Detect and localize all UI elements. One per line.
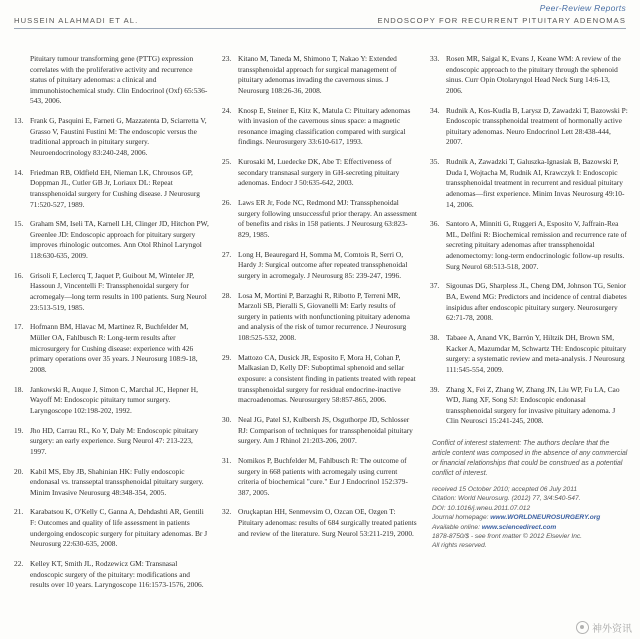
reference-item — [430, 281, 628, 323]
conflict-statement: Conflict of interest statement: The authors declare that the article content was composed in the absence of any commercial or financial relationships that could be construed as a potential conflict of interest. — [432, 439, 628, 477]
reference-number: 27. — [222, 249, 232, 259]
reference-number: 23. — [222, 54, 232, 63]
reference-column-1 — [14, 54, 210, 629]
rights: All rights reserved. — [432, 542, 487, 550]
reference-text: Mattozo CA, Dusick JR, Esposito F, Mora H, Cohan P, Malkasian D, Kelly DF: Suboptimal sphenoid and sellar exposure: a consistent finding in patients treated with repeat transsphenoidal surgery for residual endocrine-inactive macroadenomas. Neurosurgery 58:857-865, 2006. — [238, 352, 416, 405]
reference-number: 31. — [222, 455, 232, 465]
reference-number: 19. — [14, 425, 24, 435]
reference-item — [14, 385, 210, 417]
running-head-title: ENDOSCOPY FOR RECURRENT PITUITARY ADENOMAS — [377, 16, 626, 25]
reference-text: Rosen MR, Saigal K, Evans J, Keane WM: A review of the endoscopic approach to the pituitary through the sphenoid sinus. Curr Opin Otolaryngol Head Neck Surg 14:6-13, 2006. — [446, 54, 621, 95]
reference-number: 28. — [222, 290, 232, 300]
reference-item — [14, 559, 210, 591]
received-dates: received 15 October 2010; accepted 06 July 2011 — [432, 485, 578, 493]
reference-number: 15. — [14, 219, 24, 229]
reference-item — [14, 168, 210, 210]
reference-column-2 — [222, 54, 418, 629]
reference-item — [222, 198, 418, 240]
reference-item — [14, 116, 210, 158]
reference-number: 37. — [430, 281, 440, 291]
reference-column-3 — [430, 54, 628, 629]
reference-number: 30. — [222, 414, 232, 424]
online-label: Available online: — [432, 523, 482, 531]
reference-number: 34. — [430, 105, 440, 115]
reference-number: 38. — [430, 333, 440, 342]
reference-number: 22. — [14, 559, 24, 569]
reference-item — [14, 219, 210, 261]
reference-item — [14, 426, 210, 458]
reference-number: 36. — [430, 219, 440, 229]
reference-text: Kitano M, Taneda M, Shimono T, Nakao Y: Extended transsphenoidal approach for surgical management of pituitary adenomas invading the cavernous sinus. J Neurosurg 108:26-36, 2008. — [238, 54, 397, 95]
reference-item — [222, 157, 418, 189]
reference-item — [14, 507, 210, 549]
reference-number: 21. — [14, 507, 24, 517]
journal-homepage-link[interactable]: www.WORLDNEUROSURGERY.org — [490, 514, 601, 522]
reference-text: Jankowski R, Auque J, Simon C, Marchal JC, Hepner H, Wayoff M: Endoscopic pituitary tumor surgery. Laryngoscope 102:198-202, 1992. — [30, 384, 198, 415]
reference-number: 32. — [222, 507, 232, 517]
citation: Citation: World Neurosurg. (2012) 77, 3/4:540-547. — [432, 495, 581, 503]
article-metadata — [430, 485, 628, 551]
reference-item — [222, 415, 418, 447]
doi: DOI: 10.1016/j.wneu.2011.07.012 — [432, 504, 531, 512]
reference-text: Nomikos P, Buchfelder M, Fahlbusch R: The outcome of surgery in 668 patients with acromegaly using current criteria of biochemical "cure." Eur J Endocrinol 152:379-387, 2005. — [238, 455, 408, 497]
conflict-of-interest — [430, 439, 628, 479]
reference-item — [14, 467, 210, 499]
reference-text: Oruçkaptan HH, Senmevsim O, Ozcan OE, Ozgen T: Pituitary adenomas: results of 684 surgically treated patients and review of the literature. Surg Neurol 53:211-219, 2000. — [238, 507, 417, 538]
reference-item — [14, 54, 210, 107]
reference-number: 29. — [222, 352, 232, 362]
reference-item — [222, 353, 418, 406]
reference-item — [222, 250, 418, 282]
journal-homepage — [432, 513, 628, 522]
running-head — [14, 16, 626, 29]
reference-item — [14, 322, 210, 375]
watermark-text: 神外资讯 — [592, 624, 632, 635]
reference-text: Frank G, Pasquini E, Farneti G, Mazzatenta D, Sciarretta V, Grasso V, Faustini Fustini M: The endoscopic versus the traditional approach in pituitary surgery. Neuroendocrinology 83:240-248, 2006. — [30, 116, 207, 157]
reference-text: Tabaee A, Anand VK, Barrón Y, Hiltzik DH, Brown SM, Kacker A, Mazumdar M, Schwartz TH: Endoscopic pituitary surgery: a systematic review and meta-analysis. J Neurosurg 111:545-554, 2009. — [446, 333, 627, 374]
reference-text: Kelley KT, Smith JL, Rodzewicz GM: Transnasal endoscopic surgery of the pituitary: modifications and results over 10 years. Laryngoscope 116:1573-1576, 2006. — [30, 559, 204, 590]
reference-number: 33. — [430, 54, 440, 63]
reference-text: Long H, Beauregard H, Somma M, Comtois R, Serri O, Hardy J: Surgical outcome after repeated transsphenoidal surgery in acromegaly. J Neurosurg 85: 239-247, 1996. — [238, 249, 408, 280]
reference-item — [222, 54, 418, 96]
reference-text: Jho HD, Carrau RL, Ko Y, Daly M: Endoscopic pituitary surgery: an early experience. Surg Neurol 47: 213-223, 1997. — [30, 425, 199, 456]
reference-text: Zhang X, Fei Z, Zhang W, Zhang JN, Liu WP, Fu LA, Cao WD, Jiang XF, Song SJ: Endoscopic endonasal transsphenoidal surgery for invasive pituitary adenoma. J Clin Neurosci 15:241-245, 2008. — [446, 384, 620, 426]
reference-item — [222, 507, 418, 539]
reference-item — [430, 157, 628, 210]
reference-text: Karabatsou K, O'Kelly C, Ganna A, Dehdashti AR, Gentili F: Outcomes and quality of life assessment in patients undergoing endoscopic surgery for pituitary adenomas. Br J Neurosurg 22:630-635, 2008. — [30, 507, 208, 549]
reference-item — [14, 271, 210, 313]
reference-item — [430, 219, 628, 272]
watermark — [576, 620, 632, 635]
reference-item — [430, 385, 628, 427]
reference-text: Friedman RB, Oldfield EH, Nieman LK, Chrousos GP, Doppman JL, Cutler GB Jr, Loriaux DL: Repeat transsphenoidal surgery for Cushing disease. J Neurosurg 71:520-527, 1989. — [30, 167, 200, 209]
reference-text: Losa M, Mortini P, Barzaghi R, Ribotto P, Terreni MR, Marzoli SB, Pieralli S, Giovanelli M: Early results of surgery in patients with nonfunctioning pituitary adenoma and analysis of the risk of tumor recurrence. J Neurosurg 108:525-532, 2008. — [238, 290, 410, 342]
reference-text: Kabil MS, Eby JB, Shahinian HK: Fully endoscopic endonasal vs. transseptal transsphenoidal pituitary surgery. Minim Invasive Neurosurg 48:348-354, 2005. — [30, 466, 204, 497]
reference-text: Pituitary tumour transforming gene (PTTG) expression correlates with the proliferative activity and recurrence status of pituitary adenomas: a clinical and immunohistochemical study. Clin Endocrinol (Oxf) 65:536-543, 2006. — [30, 54, 208, 106]
section-label: Peer-Review Reports — [539, 3, 626, 13]
reference-text: Kurosaki M, Luedecke DK, Abe T: Effectiveness of secondary transnasal surgery in GH-secreting pituitary adenomas. Endocr J 50:635-642, 2003. — [238, 157, 400, 188]
reference-text: Sigounas DG, Sharpless JL, Cheng DM, Johnson TG, Senior BA, Ewend MG: Predictors and incidence of central diabetes insipidus after endoscopic pituitary surgery. Neurosurgery 62:71-78, 2008. — [446, 281, 627, 323]
reference-text: Rudnik A, Kos-Kudla B, Larysz D, Zawadzki T, Bazowski P: Endoscopic transsphenoidal treatment of hormonally active pituitary adenomas. Neuro Endocrinol Lett 28:438-444, 2007. — [446, 105, 628, 147]
copyright: 1878-8750/$ - see front matter © 2012 Elsevier Inc. — [432, 532, 583, 540]
reference-number: 20. — [14, 466, 24, 476]
reference-text: Graham SM, Iseli TA, Karnell LH, Clinger JD, Hitchon PW, Greenlee JD: Endoscopic approach for pituitary surgery improves rhinologic outcomes. Ann Otol Rhinol Laryngol 118:630-635, 2009. — [30, 219, 209, 261]
reference-item — [222, 291, 418, 344]
reference-list-3 — [430, 54, 628, 427]
online-availability — [432, 523, 628, 532]
reference-text: Laws ER Jr, Fode NC, Redmond MJ: Transsphenoidal surgery following unsuccessful prior therapy. An assessment of benefits and risks in 158 patients. J Neurosurg 63:823-829, 1985. — [238, 198, 417, 239]
reference-number: 18. — [14, 384, 24, 394]
journal-homepage-label: Journal homepage: — [432, 514, 491, 522]
reference-item — [430, 333, 628, 375]
reference-number: 13. — [14, 116, 24, 126]
reference-text: Neal JG, Patel SJ, Kulbersh JS, Osguthorpe JD, Schlosser RJ: Comparison of techniques for transsphenoidal pituitary surgery. Am J Rhinol 21:203-206, 2007. — [238, 414, 413, 446]
sciencedirect-link[interactable]: www.sciencedirect.com — [481, 523, 557, 531]
reference-item — [430, 54, 628, 96]
reference-text: Hofmann BM, Hlavac M, Martinez R, Buchfelder M, Müller OA, Fahlbusch R: Long-term results after microsurgery for Cushing disease: experience with 426 primary operations over 35 years. J Neurosurg 108:9-18, 2008. — [30, 322, 198, 374]
reference-number: 17. — [14, 322, 24, 332]
reference-item — [222, 106, 418, 148]
reference-number: 39. — [430, 384, 440, 394]
reference-number: 35. — [430, 157, 440, 167]
reference-text: Knosp E, Steiner E, Kitz K, Matula C: Pituitary adenomas with invasion of the cavernous sinus space: a magnetic resonance imaging classification compared with surgical findings. Neurosurgery 33:610-617, 1993. — [238, 105, 411, 147]
reference-text: Santoro A, Minniti G, Ruggeri A, Esposito V, Jaffrain-Rea ML, Delfini R: Biochemical remission and recurrence rate of secreting pituitary adenomas after transsphenoidal adenomectomy: long-term endocrinologic follow-up results. Surg Neurol 68:513-518, 2007. — [446, 219, 627, 271]
reference-number: 24. — [222, 105, 232, 115]
reference-number: 26. — [222, 198, 232, 208]
reference-number: 14. — [14, 167, 24, 177]
wechat-icon — [576, 621, 589, 634]
reference-item — [222, 456, 418, 498]
reference-number: 16. — [14, 270, 24, 280]
reference-item — [430, 106, 628, 148]
reference-text: Grisoli F, Leclercq T, Jaquet P, Guibout M, Winteler JP, Hassoun J, Vincentelli F: Transsphenoidal surgery for acromegaly—long term results in 100 patients. Surg Neurol 23:513-519, 1985. — [30, 270, 207, 312]
reference-text: Rudnik A, Zawadzki T, Galuszka-Ignasiak B, Bazowski P, Duda I, Wojtacha M, Rudnik AI, Krawczyk I: Endoscopic transsphenoidal treatment in recurrent and residual pituitary adenomas—first experience. Minim Invas Neurosurg 49:10-14, 2006. — [446, 157, 625, 209]
running-head-authors: HUSSEIN ALAHMADI ET AL. — [14, 16, 139, 25]
reference-number: 25. — [222, 157, 232, 167]
